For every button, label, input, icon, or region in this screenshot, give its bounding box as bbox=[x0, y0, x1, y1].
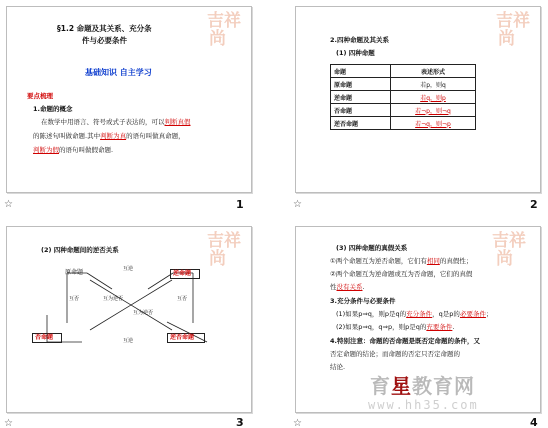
label-bottom-edge: 互逆 bbox=[123, 338, 134, 344]
slide-1-body-line3 bbox=[33, 147, 113, 154]
watermark-logo-2: 尚 bbox=[496, 249, 513, 269]
answer-blank: 判断为假 bbox=[33, 146, 59, 154]
site-watermark bbox=[370, 370, 475, 399]
table-row bbox=[331, 117, 476, 130]
body-text: 性 bbox=[330, 283, 337, 291]
answer-blank: 判断真假 bbox=[164, 118, 191, 126]
body-text: (2)如果p⇒q，q⇒p，则p是q的 bbox=[336, 323, 427, 331]
table-cell: 若p，则q bbox=[391, 78, 476, 91]
label-top-right: 逆命题 bbox=[173, 270, 192, 277]
answer-blank: 必要条件 bbox=[459, 310, 486, 318]
slide-1-title-line1: §1.2 命题及其关系、充分条 bbox=[57, 24, 152, 33]
slide-2-number: 2 bbox=[530, 198, 538, 211]
table-cell: 否命题 bbox=[331, 104, 391, 117]
answer-blank: 充分条件 bbox=[406, 310, 433, 318]
body-text: (1)如果p⇒q，则p是q的 bbox=[336, 310, 407, 318]
watermark-logo-2: 尚 bbox=[209, 29, 226, 49]
slide-2-heading: 2.四种命题及其关系 bbox=[330, 36, 389, 44]
slide-2-thumbnail[interactable] bbox=[295, 6, 541, 193]
slide-2-subheading: (1) 四种命题 bbox=[336, 49, 375, 57]
slide-4-line9: 否定命题的结论；而命题的否定只否定命题的 bbox=[330, 350, 460, 358]
label-right-edge: 互否 bbox=[177, 296, 188, 302]
watermark-logo: 吉祥 bbox=[207, 11, 241, 31]
label-diagonal-2: 互为逆否 bbox=[133, 310, 154, 316]
slide-1-star-icon[interactable]: ☆ bbox=[4, 199, 13, 210]
table-cell: 逆否命题 bbox=[331, 117, 391, 130]
body-text: ，q是p的 bbox=[432, 310, 460, 318]
slide-4-line3: ②两个命题互为逆命题或互为否命题，它们的真假 bbox=[330, 270, 473, 278]
slide-4-number: 4 bbox=[530, 416, 538, 428]
table-row bbox=[331, 91, 476, 104]
slide-4-star-icon[interactable]: ☆ bbox=[293, 418, 302, 428]
upper-left-arm bbox=[87, 273, 112, 289]
body-text: 的语句叫做真命题， bbox=[126, 132, 185, 140]
slide-4-line7 bbox=[336, 324, 454, 331]
label-diagonal-1: 互为逆否 bbox=[103, 296, 124, 302]
watermark-logo: 吉祥 bbox=[492, 231, 526, 251]
slide-1-body-line1 bbox=[41, 119, 191, 126]
slide-4-line1: (3) 四种命题的真假关系 bbox=[336, 244, 408, 252]
body-text: 的语句叫做假命题. bbox=[59, 146, 114, 154]
table-cell: 原命题 bbox=[331, 78, 391, 91]
slide-1-section: 要点梳理 bbox=[27, 92, 53, 100]
slide-4-line2 bbox=[330, 258, 472, 265]
watermark-text: 星 bbox=[391, 374, 412, 398]
relation-diagram bbox=[7, 227, 252, 413]
body-text: ①两个命题互为逆否命题，它们有 bbox=[330, 257, 427, 265]
watermark-logo-2: 尚 bbox=[498, 29, 515, 49]
table-header-cell: 命题 bbox=[331, 65, 391, 78]
table-cell: 若¬p，则¬q bbox=[391, 104, 476, 117]
answer-blank: 充要条件 bbox=[426, 323, 453, 331]
slide-1-subtitle: 基础知识 自主学习 bbox=[85, 68, 152, 77]
table-cell: 若¬q，则¬p bbox=[391, 117, 476, 130]
body-text: 在数学中用语言、符号或式子表达的，可以 bbox=[41, 118, 165, 126]
answer-blank: 判断为真 bbox=[100, 132, 127, 140]
table-header-row bbox=[331, 65, 476, 78]
table-row bbox=[331, 78, 476, 91]
label-top-left: 原命题 bbox=[65, 269, 84, 276]
watermark-logo-2: 尚 bbox=[209, 249, 226, 269]
slide-4-line10: 结论. bbox=[330, 363, 346, 371]
slide-3-star-icon[interactable]: ☆ bbox=[4, 418, 13, 428]
slide-1-body-line2 bbox=[33, 133, 185, 140]
slide-1-item1: 1.命题的概念 bbox=[33, 105, 73, 113]
table-header-cell: 表述形式 bbox=[391, 65, 476, 78]
label-left-edge: 互否 bbox=[69, 296, 80, 302]
slide-3-number: 3 bbox=[236, 416, 244, 428]
table-cell: 逆命题 bbox=[331, 91, 391, 104]
body-text: 的真假性； bbox=[439, 257, 473, 265]
watermark-text: 育 bbox=[370, 374, 391, 398]
site-watermark-url: www.hh35.com bbox=[368, 398, 479, 412]
watermark-logo: 吉祥 bbox=[207, 231, 241, 251]
slide-4-line5: 3.充分条件与必要条件 bbox=[330, 297, 396, 305]
table-row bbox=[331, 104, 476, 117]
slide-3-heading: (2) 四种命题间的逆否关系 bbox=[41, 246, 119, 254]
slide-2-star-icon[interactable]: ☆ bbox=[293, 199, 302, 210]
slide-1-number: 1 bbox=[236, 198, 244, 211]
label-bottom-left: 否命题 bbox=[35, 334, 54, 341]
watermark-text: 教育网 bbox=[412, 374, 475, 398]
slide-4-line6 bbox=[336, 311, 492, 318]
slide-4-line8: 4.特别注意：命题的否命题是既否定命题的条件，又 bbox=[330, 337, 480, 345]
body-text: ； bbox=[485, 310, 493, 318]
body-text: . bbox=[452, 323, 455, 331]
slide-4-line4 bbox=[330, 284, 365, 291]
label-bottom-right: 逆否命题 bbox=[170, 334, 195, 341]
slide-1-thumbnail[interactable] bbox=[6, 6, 252, 193]
answer-blank: 没有关系 bbox=[336, 283, 363, 291]
label-top-edge: 互逆 bbox=[123, 266, 134, 272]
watermark-logo: 吉祥 bbox=[496, 11, 530, 31]
answer-blank: 相同 bbox=[426, 257, 440, 265]
slide-1-title-line2: 件与必要条件 bbox=[82, 36, 127, 45]
table-cell: 若q，则p bbox=[391, 91, 476, 104]
propositions-table bbox=[330, 64, 476, 130]
body-text: 的陈述句叫做命题.其中 bbox=[33, 132, 101, 140]
slide-3-thumbnail[interactable] bbox=[6, 226, 252, 413]
body-text: . bbox=[362, 283, 365, 291]
